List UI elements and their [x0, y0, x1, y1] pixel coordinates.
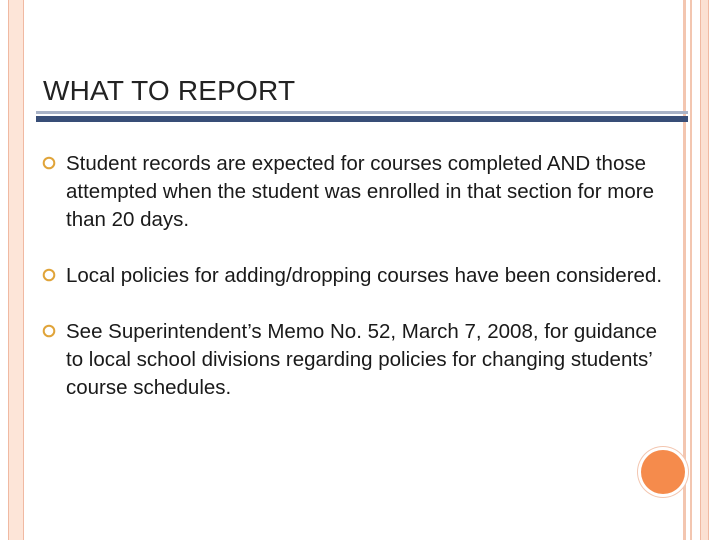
bullet-circle-icon — [42, 156, 56, 170]
bullet-text: Student records are expected for courses completed AND those attempted when the student was enrolled in that section for more than 20 days. — [66, 152, 655, 231]
list-item — [42, 150, 672, 234]
list-item — [42, 318, 672, 402]
slide-title: WHAT TO REPORT — [43, 75, 296, 106]
list-item — [42, 262, 672, 290]
bullet-list — [42, 150, 672, 430]
left-decorative-stripe — [8, 0, 24, 540]
decorative-orange-circle — [641, 450, 685, 494]
title-divider-thick — [36, 116, 688, 122]
bullet-circle-icon — [42, 324, 56, 338]
title-divider-thin — [36, 111, 688, 114]
right-decorative-line — [683, 0, 686, 540]
right-decorative-stripe — [700, 0, 709, 540]
bullet-circle-icon — [42, 268, 56, 282]
bullet-text: See Superintendent’s Memo No. 52, March 7, 2008, for guidance to local school divisions regarding policies for changing students’ course schedules. — [66, 320, 658, 399]
right-decorative-line — [690, 0, 692, 540]
bullet-text: Local policies for adding/dropping courses have been considered. — [66, 264, 663, 287]
